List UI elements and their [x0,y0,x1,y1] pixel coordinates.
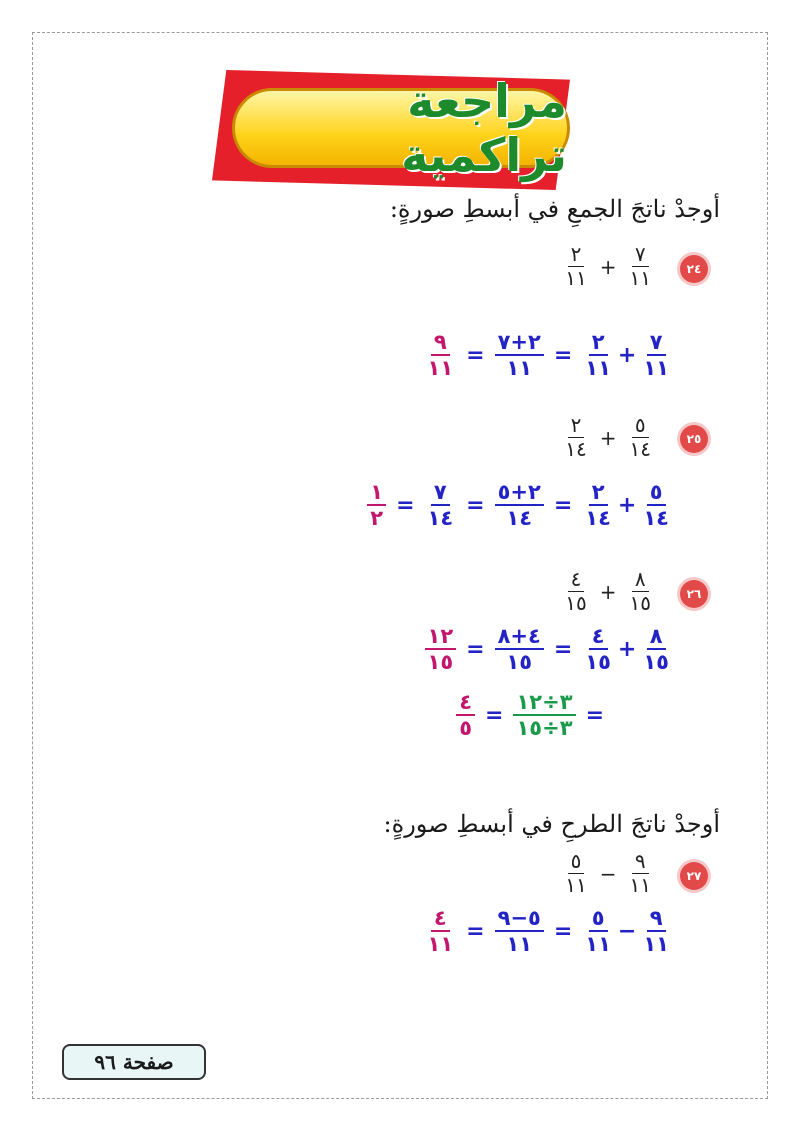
fraction: $\frac{٤}{١٥}$ [565,567,587,615]
addition-heading: أوجدْ ناتجَ الجمعِ في أبسطِ صورةٍ: [389,195,720,223]
problem-27-badge: ٢٧ [680,862,708,890]
plus-sign: + [617,492,637,518]
problem-26-question [558,568,658,615]
fraction: $\frac{٥}{١٤}$ [629,413,651,461]
page-title: مراجعة تراكمية [401,74,567,182]
problem-24-question [558,243,658,290]
page-number-label: صفحة ٩٦ [62,1044,206,1080]
result-fraction: $\frac{٤}{٥}$ [456,690,475,740]
equals-sign: = [553,636,573,662]
problem-25-question [558,414,658,461]
minus-sign: − [617,918,637,944]
result-fraction: $\frac{٤}{١١}$ [427,906,454,957]
title-banner [232,74,570,182]
equals-sign: = [466,342,485,368]
problem-26-solution [421,624,677,674]
fraction: $\frac{٢+٧}{١١}$ [495,330,544,380]
fraction: $\frac{٢}{١١}$ [565,242,587,290]
subtraction-heading: أوجدْ ناتجَ الطرحِ في أبسطِ صورةٍ: [383,810,720,838]
fraction: $\frac{٥}{١١}$ [585,906,611,957]
fraction: $\frac{٢+٥}{١٤}$ [495,480,544,530]
result-fraction: $\frac{٩}{١١}$ [427,330,454,381]
fraction: $\frac{٢}{١٤}$ [585,480,611,531]
problem-27-question [558,850,658,897]
fraction: $\frac{٤}{١٥}$ [585,624,611,675]
problem-24-solution [421,330,677,380]
problem-27-solution [421,906,677,956]
problem-25-badge: ٢٥ [680,425,708,453]
fraction: $\frac{٢}{١٤}$ [565,413,587,461]
fraction: $\frac{٩}{١١}$ [629,849,651,897]
minus-sign: − [599,861,617,886]
plus-sign: + [617,636,637,662]
problem-24-badge: ٢٤ [680,255,708,283]
result-fraction: $\frac{١}{٢}$ [367,480,386,530]
fraction: $\frac{٥-٩}{١١}$ [495,906,544,956]
equals-sign: = [396,492,415,518]
fraction: $\frac{٤+٨}{١٥}$ [495,624,544,674]
division-fraction: $\frac{٣\div ١٢}{٣\div ١٥}$ [513,690,575,740]
fraction: $\frac{٨}{١٥}$ [629,567,651,615]
problem-25-solution [363,480,676,530]
equals-sign: = [466,918,485,944]
result-fraction: $\frac{١٢}{١٥}$ [425,624,457,674]
equals-sign: = [553,492,573,518]
problem-26-badge: ٢٦ [680,580,708,608]
equals-sign: = [553,342,573,368]
plus-sign: + [617,342,637,368]
plus-sign: + [599,254,617,279]
fraction: $\frac{٢}{١١}$ [585,330,611,381]
equals-sign: = [553,918,573,944]
fraction: $\frac{٥}{١٤}$ [643,480,669,531]
fraction: $\frac{٨}{١٥}$ [643,624,669,675]
plus-sign: + [599,425,617,450]
plus-sign: + [599,579,617,604]
equals-sign: = [466,636,485,662]
fraction: $\frac{٩}{١١}$ [643,906,669,957]
fraction: $\frac{٧}{١١}$ [643,330,669,381]
equals-sign: = [466,492,485,518]
fraction: $\frac{٧}{١١}$ [629,242,651,290]
equals-sign: = [585,702,604,728]
fraction: $\frac{٥}{١١}$ [565,849,587,897]
equals-sign: = [485,702,504,728]
fraction: $\frac{٧}{١٤}$ [427,480,454,531]
problem-26-simplify [452,690,610,740]
